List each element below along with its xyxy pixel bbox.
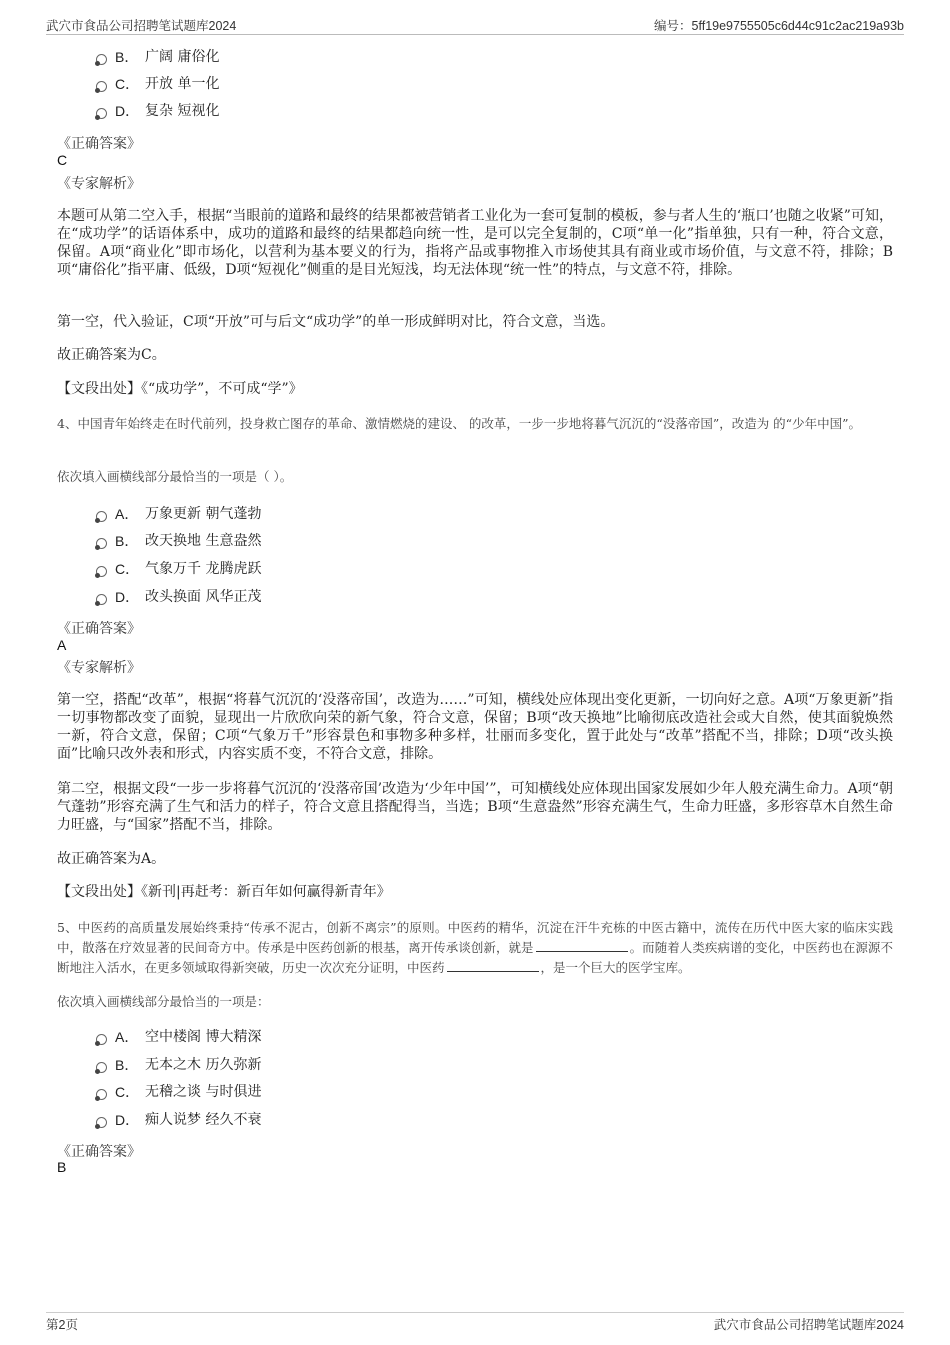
q4-option-b[interactable]: B． 改天换地 生意盎然 — [96, 531, 261, 551]
q5-stem: 5、中医药的高质量发展始终秉持“传承不泥古，创新不离宗”的原则。中医药的精华，沉淀在汗牛充栋的中医古籍中，流传在历代中医大家的临床实践中，散落在疗效显著的民间奇方中。传承是中医药创新的根基，离开传承谈创新，就是 。而随着人类疾病谱的变化，中医药也在源源不断地注入活水，在更多领域取得新突破，历史一次次充分证明，中医药 ，是一个巨大的医学宝库。 — [57, 920, 893, 975]
header-title: 武穴市食品公司招聘笔试题库2024 — [46, 19, 237, 33]
q3-analysis-paragraph: 本题可从第二空入手，根据“当眼前的道路和最终的结果都被营销者工业化为一套可复制的模板，参与者人生的‘瓶口’也随之收紧”可知，在“成功学”的话语体系中，成功的道路和最终的结果都趋向统一性，是可以完全复制的，C项“单一化”指单独，只有一种，符合文意，保留。A项“商业化”即市场化，以营利为基本要义的行为，指将产品或事物推入市场使其具有商业或市场价值，与文意不符，排除；B项“庸俗化”指平庸、低级，D项“短视化”侧重的是目光短浅，均无法体现“统一性”的特点，与文意不符，排除。 — [57, 208, 893, 278]
fill-blank — [447, 959, 539, 972]
radio-icon[interactable] — [96, 108, 107, 119]
page-header — [46, 12, 904, 35]
q4-analysis-label: 《专家解析》 — [57, 660, 141, 676]
q5-answer-label: 《正确答案》 — [57, 1144, 141, 1160]
radio-icon[interactable] — [96, 1062, 107, 1073]
page-number: 第2页 — [46, 1318, 78, 1332]
q5-option-a[interactable]: A． 空中楼阁 博大精深 — [96, 1027, 261, 1047]
q4-answer: A — [57, 637, 67, 653]
q4-source: 【文段出处】《新刊|再赶考：新百年如何赢得新青年》 — [57, 884, 391, 900]
radio-icon[interactable] — [96, 1117, 107, 1128]
radio-icon[interactable] — [96, 54, 107, 65]
q5-option-d[interactable]: D． 痴人说梦 经久不衰 — [96, 1110, 261, 1130]
q3-answer: C — [57, 152, 68, 168]
radio-icon[interactable] — [96, 594, 107, 605]
q4-option-c[interactable]: C． 气象万千 龙腾虎跃 — [96, 559, 261, 579]
q4-analysis-paragraph: 第一空，搭配“改革”，根据“将暮气沉沉的‘没落帝国’，改造为……”可知，横线处应体现出变化更新，一切向好之意。A项“万象更新”指一切事物都改变了面貌，显现出一片欣欣向荣的新气象，符合文意，保留；B项“改天换地”比喻彻底改造社会或大自然，使其面貌焕然一新，符合文意，保留；C项“气象万千”形容景色和事物多种多样，壮丽而多变化，置于此处与“改革”搭配不当，排除；D项“改头换面”比喻只改外表和形式，内容实质不变，不符合文意，排除。 — [57, 692, 893, 762]
fill-blank — [536, 939, 628, 952]
radio-icon[interactable] — [96, 538, 107, 549]
q4-conclusion: 故正确答案为A。 — [57, 851, 166, 867]
q4-answer-label: 《正确答案》 — [57, 621, 141, 637]
q3-analysis-label: 《专家解析》 — [57, 176, 141, 192]
q3-answer-label: 《正确答案》 — [57, 136, 141, 152]
q4-stem: 4、中国青年始终走在时代前列，投身救亡图存的革命、激情燃烧的建设、 的改革，一步一步地将暮气沉沉的“没落帝国”，改造为 的“少年中国”。 — [57, 416, 861, 431]
q5-option-c[interactable]: C． 无稽之谈 与时俱进 — [96, 1082, 261, 1102]
q5-option-b[interactable]: B． 无本之木 历久弥新 — [96, 1055, 261, 1075]
q5-prompt: 依次填入画横线部分最恰当的一项是： — [57, 994, 270, 1009]
footer-title: 武穴市食品公司招聘笔试题库2024 — [713, 1318, 904, 1332]
q4-option-d[interactable]: D． 改头换面 风华正茂 — [96, 587, 261, 607]
q3-analysis-paragraph: 第一空，代入验证，C项“开放”可与后文“成功学”的单一形成鲜明对比，符合文意，当选。 — [57, 314, 615, 330]
q3-option-c[interactable]: C． 开放 单一化 — [96, 74, 219, 94]
q5-answer: B — [57, 1159, 67, 1175]
q3-option-d[interactable]: D． 复杂 短视化 — [96, 101, 219, 121]
q3-conclusion: 故正确答案为C。 — [57, 347, 166, 363]
radio-icon[interactable] — [96, 1089, 107, 1100]
radio-icon[interactable] — [96, 1034, 107, 1045]
page-footer — [46, 1312, 904, 1337]
q3-option-b[interactable]: B． 广阔 庸俗化 — [96, 47, 219, 67]
header-doc-id: 编号：5ff19e9755505c6d44c91c2ac219a93b — [654, 19, 904, 33]
q4-analysis-paragraph: 第二空，根据文段“一步一步将暮气沉沉的‘没落帝国’改造为‘少年中国’”，可知横线处应体现出国家发展如少年人般充满生命力。A项“朝气蓬勃”形容充满了生气和活力的样子，符合文意且搭配得当，当选；B项“生意盎然”形容充满生气，生命力旺盛，多形容草木自然生命力旺盛，与“国家”搭配不当，排除。 — [57, 781, 893, 833]
radio-icon[interactable] — [96, 511, 107, 522]
q3-source: 【文段出处】《“成功学”，不可成“学”》 — [57, 381, 303, 397]
q4-option-a[interactable]: A． 万象更新 朝气蓬勃 — [96, 504, 261, 524]
radio-icon[interactable] — [96, 81, 107, 92]
q4-prompt: 依次填入画横线部分最恰当的一项是（ ）。 — [57, 469, 293, 484]
radio-icon[interactable] — [96, 566, 107, 577]
